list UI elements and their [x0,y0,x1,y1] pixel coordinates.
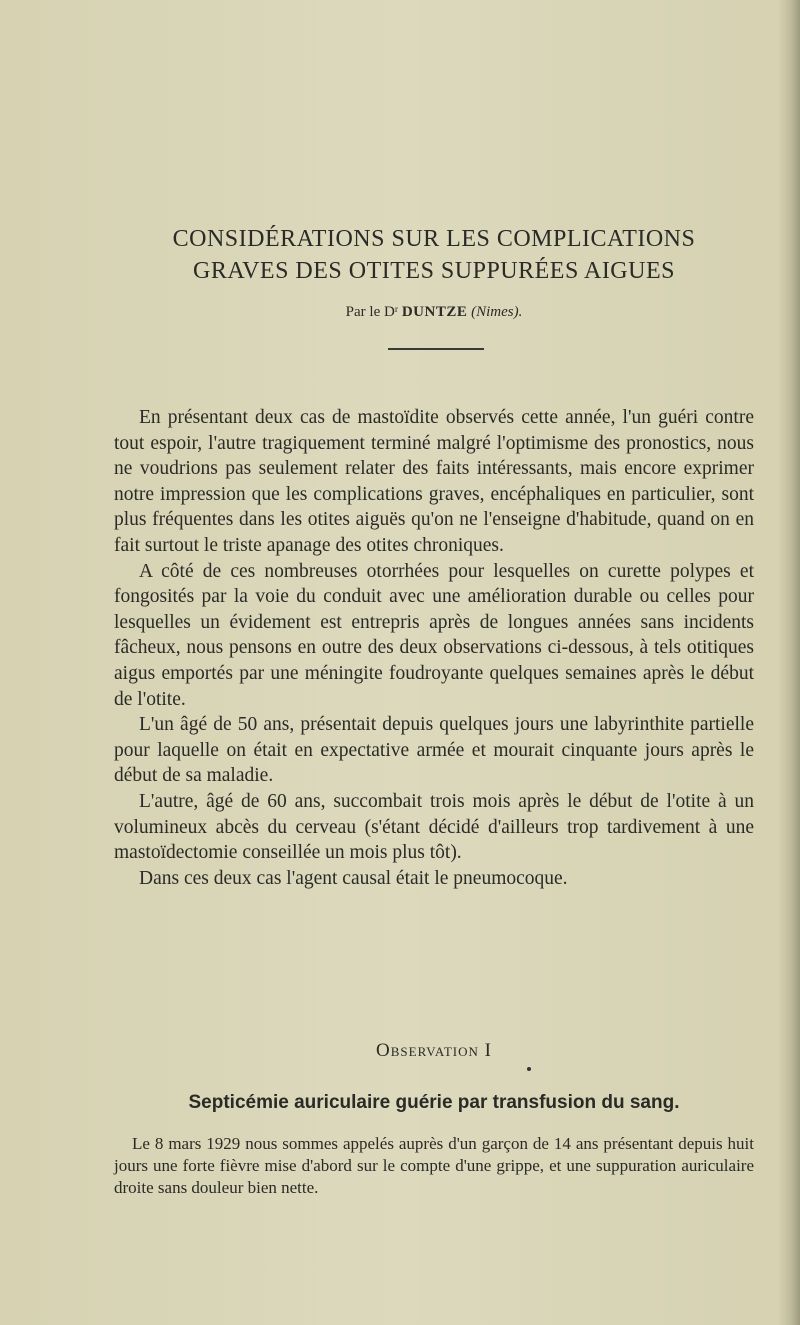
observation-title: Septicémie auriculaire guérie par transfusion du sang. [188,1092,680,1113]
byline-prefix: Par le Dʳ [345,304,399,320]
paragraph: L'autre, âgé de 60 ans, succombait trois mois après le début de l'otite à un volumineux abcès du cerveau (s'étant décidé d'ailleurs trop tardivement à une mastoïdectomie conseillée un mois plus tôt). [114,790,754,864]
paragraph: Le 8 mars 1929 nous sommes appelés auprès d'un garçon de 14 ans présentant depuis huit jours une forte fièvre mise d'abord sur le compte d'une grippe, et une suppuration auriculaire droite sans douleur bien nette. [114,1134,754,1197]
page-edge-shadow [778,0,800,1325]
paragraph: Dans ces deux cas l'agent causal était le pneumocoque. [139,867,568,889]
author-name: DUNTZE [401,304,468,320]
observation-heading: Observation I [376,1040,492,1061]
title-line-2: GRAVES DES OTITES SUPPURÉES AIGUES [193,258,675,284]
title-divider [388,348,484,350]
paragraph: En présentant deux cas de mastoïdite observés cette année, l'un guéri contre tout espoir, l'autre tragiquement terminé malgré l'optimisme des pronostics, nous ne voudrions pas seulement relater des faits intéressants, mais encore exprimer notre impression que les complications graves, encéphaliques en particulier, sont plus fréquentes dans les otites aiguës qu'on ne l'enseigne d'habitude, quand on en fait surtout le triste apanage des otites chroniques. [114,407,754,556]
author-city: (Nimes). [471,304,523,320]
paragraph: A côté de ces nombreuses otorrhées pour lesquelles on curette polypes et fongosités par la voie du conduit avec une amélioration durable ou celles pour lesquelles un évidement est entrepris après de longues années sans incidents fâcheux, nous pensons en outre des deux observations ci-dessous, à tels otitiques aigus emportés par une méningite foudroyante quelques semaines après le début de l'otite. [114,560,754,710]
title-line-1: CONSIDÉRATIONS SUR LES COMPLICATIONS [172,226,696,252]
article-body [114,405,754,891]
observation-body [114,1133,754,1199]
paragraph: L'un âgé de 50 ans, présentait depuis quelques jours une labyrinthite partielle pour laquelle on était en expectative armée et mourait cinquante jours après le début de sa maladie. [114,714,754,787]
byline [114,304,754,321]
speck [527,1067,531,1071]
